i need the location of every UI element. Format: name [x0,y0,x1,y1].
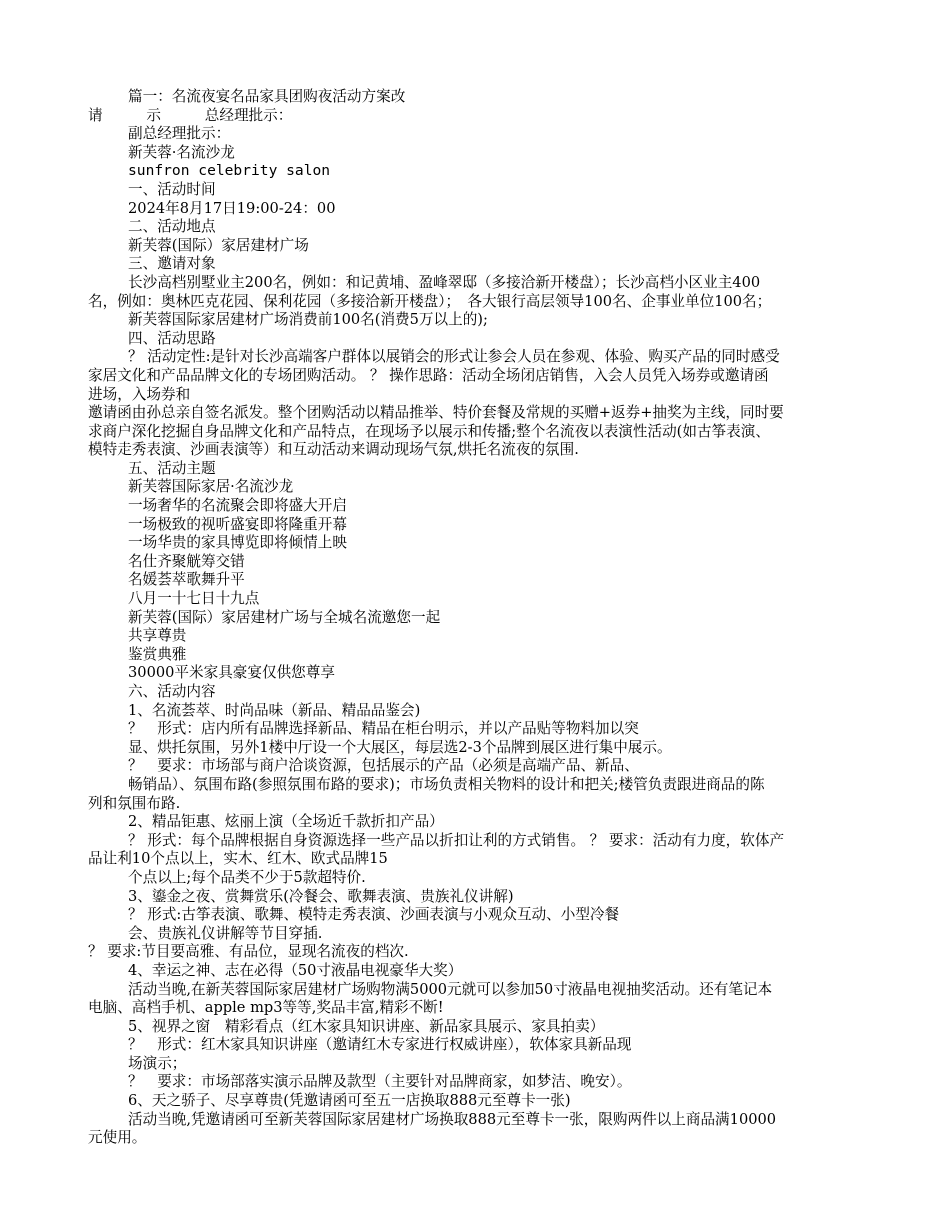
text-line: 五、活动主题 [128,459,216,477]
text-line: ？ 要求:节目要高雅、有品位，显现名流夜的档次. [88,943,409,961]
text-line: 进场，入场券和 [88,385,191,403]
text-line: 4、幸运之神、志在必得（50寸液晶电视豪华大奖） [128,961,463,979]
text-line: 篇一：名流夜宴名品家具团购夜活动方案改 [128,88,406,105]
text-line: 二、活动地点 [128,218,216,236]
text-line: 邀请函由孙总亲自签名派发。整个团购活动以精品推举、特价套餐及常规的买赠+返券+抽奖为主线，同时要 [88,404,784,422]
text-line: 新芙蓉·名流沙龙 [128,143,235,161]
text-line: 请 示 总经理批示： [88,106,293,124]
text-line: 畅销品）、氛围布路(参照氛围布路的要求)；市场负责相关物料的设计和把关;楼管负责跟进商品的陈 [128,775,765,793]
text-line: ？ 要求：市场部与商户洽谈资源，包括展示的产品（必须是高端产品、新品、 [128,757,639,775]
text-line: 一场奢华的名流聚会即将盛大开启 [128,497,347,515]
text-line: 长沙高档别墅业主200名，例如：和记黄埔、盈峰翠邸（多接洽新开楼盘）；长沙高档小区业主400 [128,273,761,291]
text-line: 新芙蓉(国际）家居建材广场 [128,236,309,254]
text-line: 副总经理批示： [128,125,231,143]
text-line: 品让利10个点以上，实木、红木、欧式品牌15 [88,850,388,868]
text-line: 一、活动时间 [128,180,216,198]
text-line: 6、天之骄子、尽享尊贵(凭邀请函可至五一店换取888元至尊卡一张) [128,1092,571,1110]
text-line: sunfron celebrity salon [128,162,331,180]
text-line: 新芙蓉(国际）家居建材广场与全城名流邀您一起 [128,608,441,626]
text-line: ？ 活动定性:是针对长沙高端客户群体以展销会的形式让参会人员在参观、体验、购买产品的同时感受 [128,348,780,366]
text-line: 个点以上;每个品类不少于5款超特价. [128,868,366,886]
text-line: 元使用。 [88,1129,147,1147]
text-line: ？ 形式:古筝表演、歌舞、模特走秀表演、沙画表演与小观众互动、小型冷餐 [128,906,620,924]
text-line: 名媛荟萃歌舞升平 [128,571,245,589]
text-line: 活动当晚,凭邀请函可至新芙蓉国际家居建材广场换取888元至尊卡一张，限购两件以上商品满10000 [128,1110,777,1128]
text-line: 会、贵族礼仪讲解等节目穿插. [128,924,323,942]
text-line: 八月一十七日十九点 [128,590,260,608]
text-line: 3、鎏金之夜、赏舞赏乐(冷餐会、歌舞表演、贵族礼仪讲解) [128,887,514,905]
text-line: 家居文化和产品品牌文化的专场团购活动。 ？ 操作思路：活动全场闭店销售，入会人员凭入场券或邀请函 [88,366,769,384]
text-line: 求商户深化挖掘自身品牌文化和产品特点，在现场予以展示和传播;整个名流夜以表演性活动(如古筝表演、 [88,422,770,440]
text-line: 鉴赏典雅 [128,645,187,663]
text-line: 5、视界之窗 精彩看点（红木家具知识讲座、新品家具展示、家具拍卖） [128,1017,605,1035]
text-line: 电脑、高档手机、apple mp3等等,奖品丰富,精彩不断! [88,999,444,1017]
text-line: 一场极致的视听盛宴即将隆重开幕 [128,515,347,533]
text-line: 2、精品钜惠、炫丽上演（全场近千款折扣产品） [128,813,444,831]
text-line: 活动当晚,在新芙蓉国际家居建材广场购物满5000元就可以参加50寸液晶电视抽奖活动。还有笔记本 [128,980,773,998]
text-line: 显、烘托氛围，另外1楼中厅设一个大展区，每层选2-3个品牌到展区进行集中展示。 [128,738,672,756]
text-line: 2024年8月17日19:00-24：00 [128,199,336,217]
text-line: 模特走秀表演、沙画表演等）和互动活动来调动现场气氛,烘托名流夜的氛围. [88,441,579,459]
document-body [88,88,863,1148]
text-line: ？ 形式：每个品牌根据自身资源选择一些产品以折扣让利的方式销售。 ？ 要求：活动有力度，软体产 [128,831,785,849]
text-line: 场演示； [128,1054,187,1072]
text-line: 一场华贵的家具博览即将倾情上映 [128,534,347,552]
text-line: 共享尊贵 [128,627,187,645]
text-line: 名仕齐聚觥筹交错 [128,552,245,570]
text-line: 六、活动内容 [128,683,216,700]
text-line: 新芙蓉国际家居·名流沙龙 [128,478,294,496]
text-line: 30000平米家具豪宴仅供您尊享 [128,664,335,682]
text-line: ？ 形式：店内所有品牌选择新品、精品在柜台明示，并以产品贴等物料加以突 [128,720,639,738]
text-line: 三、邀请对象 [128,255,216,273]
text-line: 四、活动思路 [128,329,216,347]
text-line: ？ 要求：市场部落实演示品牌及款型（主要针对品牌商家，如梦洁、晚安）。 [128,1073,632,1091]
text-line: 新芙蓉国际家居建材广场消费前100名(消费5万以上的); [128,311,488,329]
text-line: 1、名流荟萃、时尚品味（新品、精品品鉴会) [128,701,421,719]
text-line: 名，例如：奥林匹克花园、保利花园（多接洽新开楼盘）； 各大银行高层领导100名、企事业单位100名； [88,292,772,310]
text-line: ？ 形式：红木家具知识讲座（邀请红木专家进行权威讲座），软体家具新品现 [128,1036,632,1054]
text-line: 列和氛围布路. [88,794,181,812]
